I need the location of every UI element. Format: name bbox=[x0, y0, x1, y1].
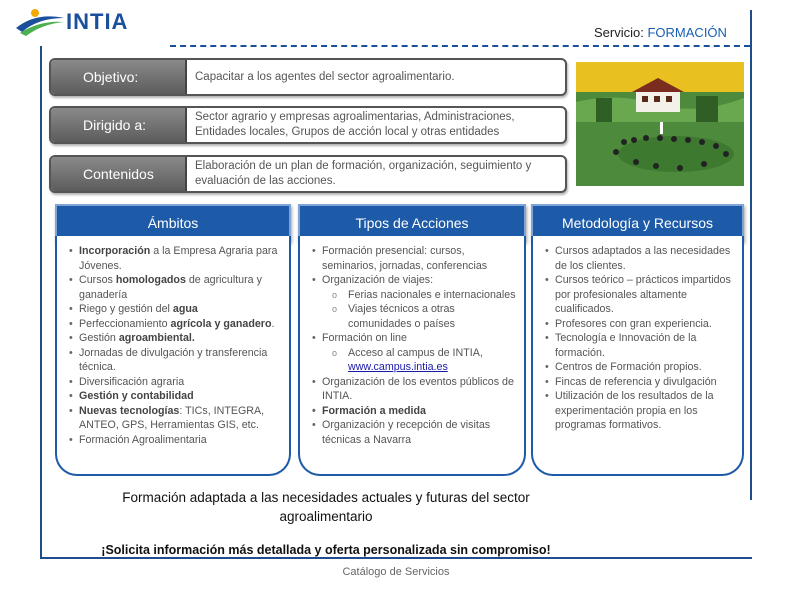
campus-link-item bbox=[312, 360, 516, 375]
list-item: • Gestión y contabilidad bbox=[69, 389, 281, 404]
ambitos-header: Ámbitos bbox=[55, 204, 291, 242]
ambitos-list bbox=[69, 244, 281, 447]
list-item: • Profesores con gran experiencia. bbox=[545, 317, 734, 332]
list-item: • Nuevas tecnologías: TICs, INTEGRA, ANTEO, GPS, Herramientas GIS, etc. bbox=[69, 404, 281, 433]
metodologia-box bbox=[531, 236, 744, 476]
tagline: Formación adaptada a las necesidades actuales y futuras del sector agroalimentario bbox=[122, 490, 530, 524]
list-item: • Formación presencial: cursos, seminarios, jornadas, conferencias bbox=[312, 244, 516, 273]
audience-row bbox=[49, 106, 567, 144]
footer-text: Catálogo de Servicios bbox=[342, 566, 450, 578]
audience-text: Sector agrario y empresas agroalimentarias, Administraciones, Entidades locales, Grupos de acción local y otras entidades bbox=[195, 111, 515, 138]
service-name: FORMACIÓN bbox=[647, 25, 727, 40]
sub-list-item: o Viajes técnicos a otras comunidades o países bbox=[312, 302, 516, 331]
list-item: • Formación a medida bbox=[312, 404, 516, 419]
outdoor-training-photo bbox=[576, 62, 744, 186]
list-item: • Formación Agroalimentaria bbox=[69, 433, 281, 448]
frame-bottom-line bbox=[40, 557, 752, 559]
brand-name: INTIA bbox=[66, 9, 129, 34]
contents-row bbox=[49, 155, 567, 193]
ambitos-box bbox=[55, 236, 291, 476]
contents-label: Contenidos bbox=[51, 157, 187, 191]
sub-list-item: o Acceso al campus de INTIA, bbox=[312, 346, 516, 361]
list-item: • Organización de los eventos públicos de INTIA. bbox=[312, 375, 516, 404]
metodologia-header: Metodología y Recursos bbox=[531, 204, 744, 242]
list-item: • Jornadas de divulgación y transferencia técnica. bbox=[69, 346, 281, 375]
list-item: • Tecnología e Innovación de la formación. bbox=[545, 331, 734, 360]
call-to-action: ¡Solicita información más detallada y oferta personalizada sin compromiso! bbox=[101, 543, 551, 557]
tipos-header: Tipos de Acciones bbox=[298, 204, 526, 242]
metodologia-list bbox=[545, 244, 734, 433]
tipos-box bbox=[298, 236, 526, 476]
list-item: • Gestión agroambiental. bbox=[69, 331, 281, 346]
list-item: • Cursos teórico – prácticos impartidos por profesionales altamente cualificados. bbox=[545, 273, 734, 317]
list-item: • Formación on line bbox=[312, 331, 516, 346]
service-title bbox=[594, 25, 727, 40]
list-item: • Organización de viajes: bbox=[312, 273, 516, 288]
service-prefix: Servicio: bbox=[594, 25, 644, 40]
sub-list-item: o Ferias nacionales e internacionales bbox=[312, 288, 516, 303]
list-item: • Centros de Formación propios. bbox=[545, 360, 734, 375]
list-item: • Cursos adaptados a las necesidades de los clientes. bbox=[545, 244, 734, 273]
list-item: • Organización y recepción de visitas técnicas a Navarra bbox=[312, 418, 516, 447]
frame-left-line bbox=[40, 46, 42, 558]
audience-label: Dirigido a: bbox=[51, 108, 187, 142]
contents-text: Elaboración de un plan de formación, organización, seguimiento y evaluación de las acciones. bbox=[195, 160, 532, 187]
header-divider bbox=[170, 45, 750, 47]
list-item: • Diversificación agraria bbox=[69, 375, 281, 390]
list-item: • Incorporación a la Empresa Agraria para Jóvenes. bbox=[69, 244, 281, 273]
list-item: • Riego y gestión del agua bbox=[69, 302, 281, 317]
objective-label: Objetivo: bbox=[51, 60, 187, 94]
objective-text: Capacitar a los agentes del sector agroalimentario. bbox=[195, 70, 455, 83]
list-item: • Perfeccionamiento agrícola y ganadero. bbox=[69, 317, 281, 332]
campus-link[interactable]: www.campus.intia.es bbox=[348, 361, 448, 373]
objective-row bbox=[49, 58, 567, 96]
frame-right-line bbox=[750, 10, 752, 500]
list-item: • Utilización de los resultados de la experimentación propia en los programas formativos. bbox=[545, 389, 734, 433]
tipos-list bbox=[312, 244, 516, 447]
list-item: • Fincas de referencia y divulgación bbox=[545, 375, 734, 390]
list-item: • Cursos homologados de agricultura y ganadería bbox=[69, 273, 281, 302]
